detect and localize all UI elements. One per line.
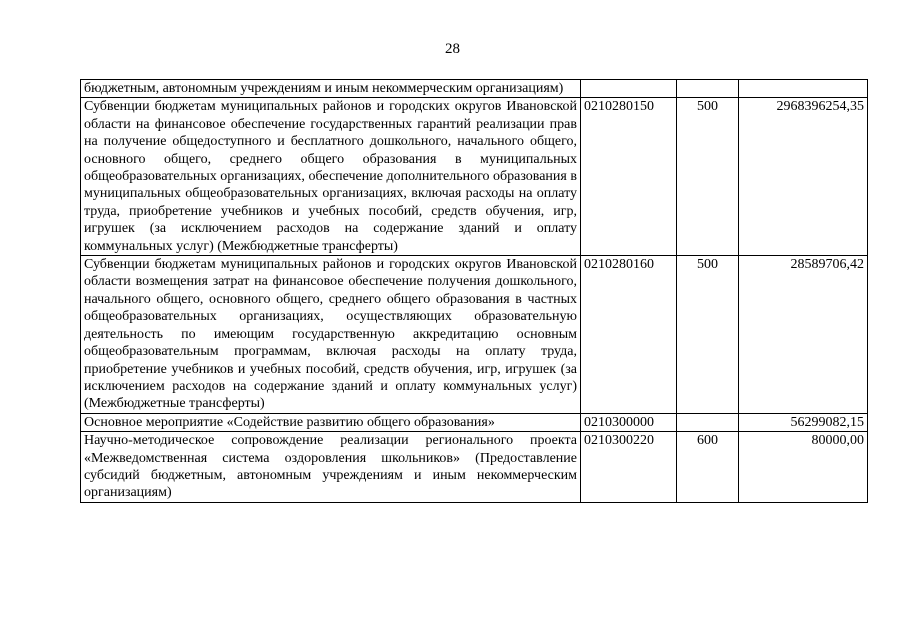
- row-code-cell: 0210280150: [581, 98, 677, 256]
- row-code-cell: [581, 80, 677, 98]
- row-type-cell: [677, 80, 739, 98]
- table-row: [81, 413, 868, 431]
- row-name-cell: бюджетным, автономным учреждениям и иным некоммерческим организациям): [81, 80, 581, 98]
- row-name-cell: Субвенции бюджетам муниципальных районов и городских округов Ивановской области на финансовое обеспечение государственных гарантий реализации прав на получение общедоступного и бесплатного дошкольного, начального общего, основного общего, среднего общего образования в муниципальных общеобразовательных организациях, обеспечение дополнительного образования в муниципальных общеобразовательных организациях, включая расходы на оплату труда, приобретение учебников и учебных пособий, средств обучения, игр, игрушек (за исключением расходов на содержание зданий и оплату коммунальных услуг) (Межбюджетные трансферты): [81, 98, 581, 256]
- row-name-cell: Субвенции бюджетам муниципальных районов и городских округов Ивановской области возмещения затрат на финансовое обеспечение получения дошкольного, начального общего, основного общего, среднего общего образования в частных общеобразовательных организациях, осуществляющих образовательную деятельность по имеющим государственную аккредитацию основным общеобразовательным программам, включая расходы на оплату труда, приобретение учебников и учебных пособий, средств обучения, игр, игрушек (за исключением расходов на содержание зданий и оплату коммунальных услуг) (Межбюджетные трансферты): [81, 256, 581, 414]
- row-code-cell: 0210280160: [581, 256, 677, 414]
- row-sum-cell: 80000,00: [739, 432, 868, 503]
- row-name-cell: Научно-методическое сопровождение реализации регионального проекта «Межведомственная система оздоровления школьников» (Предоставление субсидий бюджетным, автономным учреждениям и иным некоммерческим организациям): [81, 432, 581, 503]
- row-type-cell: 600: [677, 432, 739, 503]
- table-row: [81, 256, 868, 414]
- row-sum-cell: 56299082,15: [739, 413, 868, 431]
- row-sum-cell: 28589706,42: [739, 256, 868, 414]
- row-code-cell: 0210300220: [581, 432, 677, 503]
- table-row: [81, 432, 868, 503]
- row-code-cell: 0210300000: [581, 413, 677, 431]
- row-type-cell: 500: [677, 256, 739, 414]
- table-row: [81, 98, 868, 256]
- row-sum-cell: 2968396254,35: [739, 98, 868, 256]
- page-number: 28: [445, 41, 460, 57]
- row-name-cell: Основное мероприятие «Содействие развитию общего образования»: [81, 413, 581, 431]
- row-sum-cell: [739, 80, 868, 98]
- row-type-cell: [677, 413, 739, 431]
- table-row: [81, 80, 868, 98]
- budget-table: [80, 79, 868, 503]
- row-type-cell: 500: [677, 98, 739, 256]
